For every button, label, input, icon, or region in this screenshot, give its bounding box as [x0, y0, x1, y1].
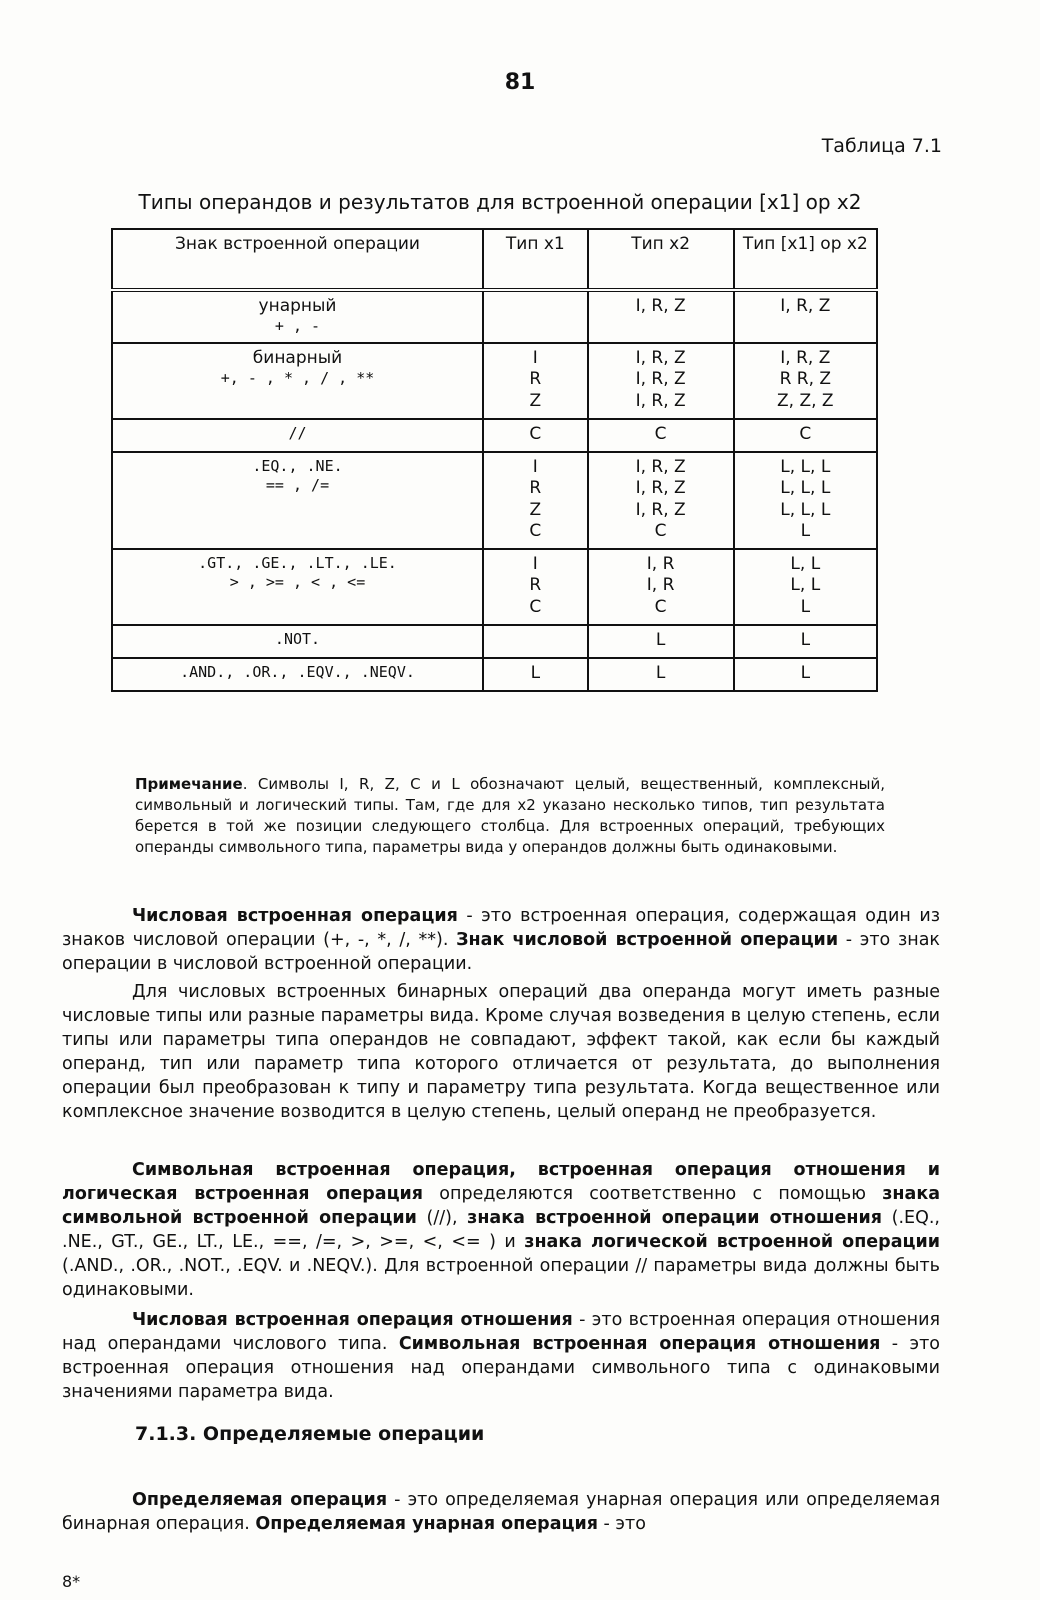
table-header-row	[112, 229, 877, 290]
paragraph-numeric-op	[62, 904, 940, 976]
cell-line: Z	[529, 499, 542, 520]
term: Определяемая унарная операция	[255, 1514, 598, 1534]
table-note	[135, 774, 885, 858]
cell-line: .AND., .OR., .EQV., .NEQV.	[180, 663, 415, 681]
cell-type-x1	[483, 658, 588, 691]
cell-line: I	[532, 348, 538, 368]
cell-line: C	[529, 423, 542, 444]
cell-type-x1	[483, 549, 588, 625]
cell-line: C	[529, 596, 542, 617]
cell-type-x1	[483, 343, 588, 419]
header-operation: Знак встроенной операции	[112, 229, 483, 290]
paragraph-binary-ops: Для числовых встроенных бинарных операций два операнда могут иметь разные числовые типы или разные параметры вида. Кроме случая возведения в целую степень, если типы или параметры типа операндов не совпадают, эффект такой, как если бы каждый операнд, тип или параметр типа которого отличается от результата, до выполнения операции был преобразован к типу и параметру типа результата. Когда вещественное или комплексное значение возводится в целую степень, целый операнд не преобразуется.	[62, 982, 940, 1122]
cell-line: унарный	[258, 296, 337, 316]
table-row	[112, 419, 877, 452]
cell-line: C	[654, 596, 667, 617]
paragraph-text: - это встроенная операция, содержащая один из знаков числовой операции (+, -, *, /, **).	[62, 906, 940, 950]
cell-line: Z	[529, 390, 542, 411]
table-row	[112, 549, 877, 625]
cell-line: C	[799, 423, 812, 444]
cell-line: == , /=	[265, 475, 330, 494]
header-type-x2: Тип x2	[588, 229, 734, 290]
cell-line: I, R, Z	[635, 499, 686, 520]
term: знака логической встроенной операции	[524, 1232, 940, 1252]
cell-line: I, R, Z	[635, 390, 686, 411]
cell-line	[488, 296, 583, 317]
term: знака символьной встроенной операции	[62, 1184, 941, 1228]
section-heading: 7.1.3. Определяемые операции	[135, 1423, 485, 1445]
note-text: . Символы I, R, Z, C и L обозначают целый, вещественный, комплексный, символьный и логический типы. Там, где для x2 указано несколько типов, тип результата берется в той же позиции следующего столбца. Для встроенных операций, требующих операнды символьного типа, параметры вида у операндов должны быть одинаковыми.	[135, 775, 885, 856]
footer-mark: 8*	[62, 1572, 81, 1591]
cell-line: L, L	[790, 554, 821, 574]
table-row	[112, 658, 877, 691]
cell-type-x2	[588, 625, 734, 658]
cell-line: Z, Z, Z	[777, 390, 834, 411]
cell-type-x2	[588, 658, 734, 691]
term: Знак числовой встроенной операции	[456, 930, 839, 950]
paragraph-defined-op	[62, 1488, 940, 1536]
cell-result-type	[734, 658, 877, 691]
cell-result-type	[734, 625, 877, 658]
cell-line: I, R	[646, 554, 675, 574]
paragraph-char-rel-logical	[62, 1158, 940, 1302]
operations-table	[111, 228, 878, 692]
cell-line: L, L, L	[780, 457, 831, 477]
header-result-type: Тип [x1] op x2	[734, 229, 877, 290]
cell-line: L	[800, 596, 811, 617]
cell-result-type	[734, 290, 877, 343]
cell-line: L, L	[790, 575, 821, 596]
cell-line: R	[529, 478, 542, 499]
cell-type-x1	[483, 419, 588, 452]
cell-line: L	[655, 663, 666, 683]
paragraph-text: - это определяемая унарная операция или определяемая бинарная операция.	[62, 1490, 940, 1534]
paragraph-text: - это знак операции в числовой встроенной операции.	[62, 930, 940, 974]
cell-line: C	[654, 423, 667, 444]
cell-line	[488, 630, 583, 651]
cell-operation	[112, 452, 483, 549]
cell-line: L, L, L	[780, 478, 831, 499]
cell-type-x2	[588, 343, 734, 419]
page-number: 81	[504, 70, 536, 95]
cell-type-x2	[588, 452, 734, 549]
cell-type-x1	[483, 625, 588, 658]
cell-line: .NOT.	[274, 629, 321, 648]
cell-line: I, R, Z	[635, 369, 686, 390]
cell-line: R	[529, 575, 542, 596]
paragraph-text: определяются соответственно с помощью	[423, 1184, 883, 1204]
cell-line: L	[800, 520, 811, 541]
cell-line: I, R, Z	[635, 457, 686, 477]
cell-type-x1	[483, 290, 588, 343]
cell-operation	[112, 290, 483, 343]
table-number: Таблица 7.1	[821, 135, 942, 157]
paragraph-text: (.AND., .OR., .NOT., .EQV. и .NEQV.). Для встроенной операции // параметры вида должны быть одинаковыми.	[62, 1256, 940, 1300]
cell-line: > , >= , < , <=	[229, 572, 366, 591]
cell-line: + , -	[274, 317, 321, 336]
cell-operation	[112, 343, 483, 419]
cell-line: L	[800, 663, 811, 683]
cell-operation	[112, 658, 483, 691]
cell-operation	[112, 549, 483, 625]
cell-line: L	[800, 629, 811, 650]
cell-line: I, R, Z	[780, 348, 831, 368]
cell-line: C	[654, 520, 667, 541]
paragraph-text: (.EQ., .NE., GT., GE., LT., LE., ==, /=, >, >=, <, <= ) и	[62, 1208, 940, 1252]
paragraph-text: - это встроенная операция отношения над операндами числового типа.	[62, 1310, 940, 1354]
term: Символьная встроенная операция отношения	[398, 1334, 881, 1354]
cell-line: бинарный	[252, 348, 343, 368]
cell-line: I	[532, 554, 538, 574]
table-row	[112, 452, 877, 549]
term: Определяемая операция	[132, 1490, 388, 1510]
paragraph-relational	[62, 1308, 940, 1404]
term: знака встроенной операции отношения	[467, 1208, 883, 1228]
cell-line: .GT., .GE., .LT., .LE.	[198, 554, 397, 572]
cell-operation	[112, 419, 483, 452]
note-label: Примечание	[135, 775, 243, 793]
cell-line: I, R, Z	[635, 348, 686, 368]
paragraph-text: - это	[597, 1514, 646, 1534]
cell-result-type	[734, 343, 877, 419]
table-row	[112, 343, 877, 419]
cell-line: L	[655, 629, 666, 650]
cell-type-x1	[483, 452, 588, 549]
cell-line: .EQ., .NE.	[252, 457, 343, 475]
cell-line: C	[529, 520, 542, 541]
cell-result-type	[734, 419, 877, 452]
cell-result-type	[734, 549, 877, 625]
term: Числовая встроенная операция	[132, 906, 458, 926]
cell-operation	[112, 625, 483, 658]
cell-line: //	[288, 423, 307, 442]
cell-line: I, R, Z	[635, 296, 686, 316]
cell-result-type	[734, 452, 877, 549]
table-row	[112, 290, 877, 343]
table-caption: Типы операндов и результатов для встроенной операции [x1] op x2	[138, 190, 862, 214]
paragraph-text: - это встроенная операция отношения над операндами символьного типа с одинаковыми значениями параметра вида.	[62, 1334, 940, 1402]
cell-type-x2	[588, 549, 734, 625]
cell-type-x2	[588, 290, 734, 343]
cell-line: R	[529, 369, 542, 390]
header-type-x1: Тип x1	[483, 229, 588, 290]
cell-line: R R, Z	[779, 369, 832, 390]
term: Числовая встроенная операция отношения	[132, 1310, 573, 1330]
cell-line: I, R, Z	[635, 478, 686, 499]
cell-type-x2	[588, 419, 734, 452]
cell-line: L, L, L	[780, 499, 831, 520]
cell-line: I, R, Z	[780, 296, 831, 316]
cell-line: I, R	[646, 575, 675, 596]
cell-line: I	[532, 457, 538, 477]
table-body	[112, 290, 877, 691]
cell-line: +, - , * , / , **	[220, 369, 375, 388]
table-row	[112, 625, 877, 658]
cell-line: L	[530, 663, 541, 683]
term: Символьная встроенная операция, встроенная операция отношения и логическая встроенная операция	[62, 1160, 940, 1204]
paragraph-text: (//),	[416, 1208, 468, 1228]
